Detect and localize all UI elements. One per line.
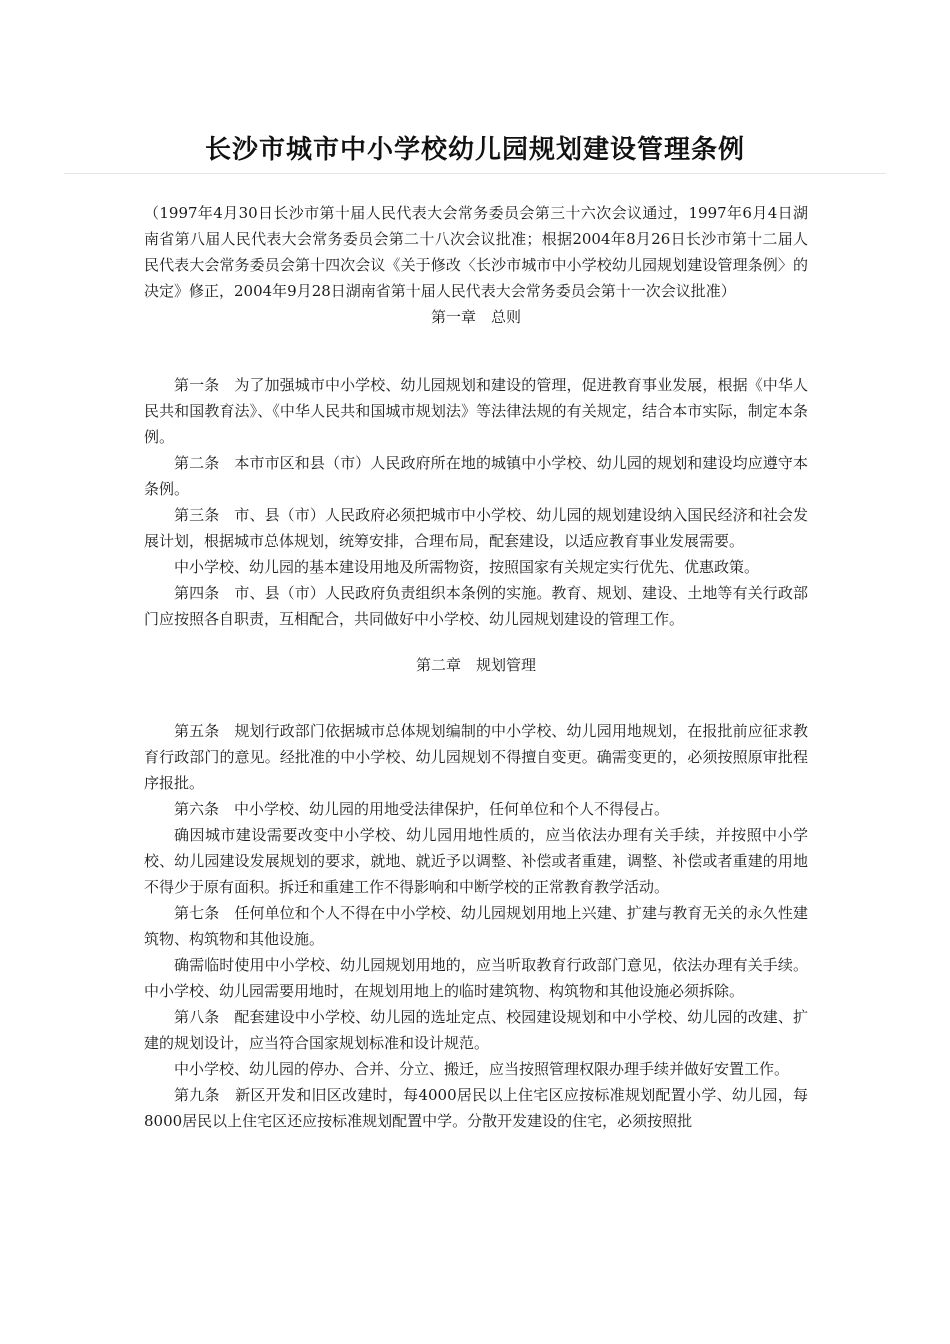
document-title: 长沙市城市中小学校幼儿园规划建设管理条例: [204, 135, 745, 165]
article-paragraph: 第五条 规划行政部门依据城市总体规划编制的中小学校、幼儿园用地规划，在报批前应征求教育行政部门的意见。经批准的中小学校、幼儿园规划不得擅自变更。确需变更的，必须按照原审批程序报批。: [144, 722, 808, 792]
article-paragraph: 第二条 本市市区和县（市）人民政府所在地的城镇中小学校、幼儿园的规划和建设均应遵守本条例。: [144, 454, 808, 498]
article-paragraph: 确因城市建设需要改变中小学校、幼儿园用地性质的，应当依法办理有关手续，并按照中小学校、幼儿园建设发展规划的要求，就地、就近予以调整、补偿或者重建，调整、补偿或者重建的用地不得少于原有面积。拆迁和重建工作不得影响和中断学校的正常教育教学活动。: [144, 826, 808, 896]
chapter-heading-2: 第二章 规划管理: [415, 656, 536, 674]
article-paragraph: 第一条 为了加强城市中小学校、幼儿园规划和建设的管理，促进教育事业发展，根据《中华人民共和国教育法》、《中华人民共和国城市规划法》等法律法规的有关规定，结合本市实际，制定本条例。: [144, 376, 808, 446]
chapter-heading-1: 第一章 总则: [430, 308, 521, 326]
article-paragraph: 中小学校、幼儿园的基本建设用地及所需物资，按照国家有关规定实行优先、优惠政策。: [174, 558, 760, 576]
article-paragraph: 第六条 中小学校、幼儿园的用地受法律保护，任何单位和个人不得侵占。: [174, 800, 670, 818]
article-paragraph: 第八条 配套建设中小学校、幼儿园的选址定点、校园建设规划和中小学校、幼儿园的改建、扩建的规划设计，应当符合国家规划标准和设计规范。: [144, 1008, 808, 1052]
document-body: [144, 200, 808, 1134]
article-paragraph: 中小学校、幼儿园的停办、合并、分立、搬迁，应当按照管理权限办理手续并做好安置工作。: [174, 1060, 790, 1078]
article-paragraph: 第三条 市、县（市）人民政府必须把城市中小学校、幼儿园的规划建设纳入国民经济和社会发展计划，根据城市总体规划，统筹安排，合理布局，配套建设，以适应教育事业发展需要。: [144, 506, 808, 550]
article-paragraph: 确需临时使用中小学校、幼儿园规划用地的，应当听取教育行政部门意见，依法办理有关手续。中小学校、幼儿园需要用地时，在规划用地上的临时建筑物、构筑物和其他设施必须拆除。: [144, 956, 808, 1000]
article-paragraph: 第九条 新区开发和旧区改建时，每4000居民以上住宅区应按标准规划配置小学、幼儿园，每8000居民以上住宅区还应按标准规划配置中学。分散开发建设的住宅，必须按照批: [144, 1086, 808, 1130]
article-paragraph: 第四条 市、县（市）人民政府负责组织本条例的实施。教育、规划、建设、土地等有关行政部门应按照各自职责，互相配合，共同做好中小学校、幼儿园规划建设的管理工作。: [144, 584, 808, 628]
title-divider: [64, 173, 886, 174]
article-paragraph: 第七条 任何单位和个人不得在中小学校、幼儿园规划用地上兴建、扩建与教育无关的永久性建筑物、构筑物和其他设施。: [144, 904, 808, 948]
adoption-note: （1997年4月30日长沙市第十届人民代表大会常务委员会第三十六次会议通过，1997年6月4日湖南省第八届人民代表大会常务委员会第二十八次会议批准；根据2004年8月26日长沙市第十二届人民代表大会常务委员会第十四次会议《关于修改〈长沙市城市中小学校幼儿园规划建设管理条例〉的决定》修正，2004年9月28日湖南省第十届人民代表大会常务委员会第十一次会议批准）: [144, 204, 808, 300]
